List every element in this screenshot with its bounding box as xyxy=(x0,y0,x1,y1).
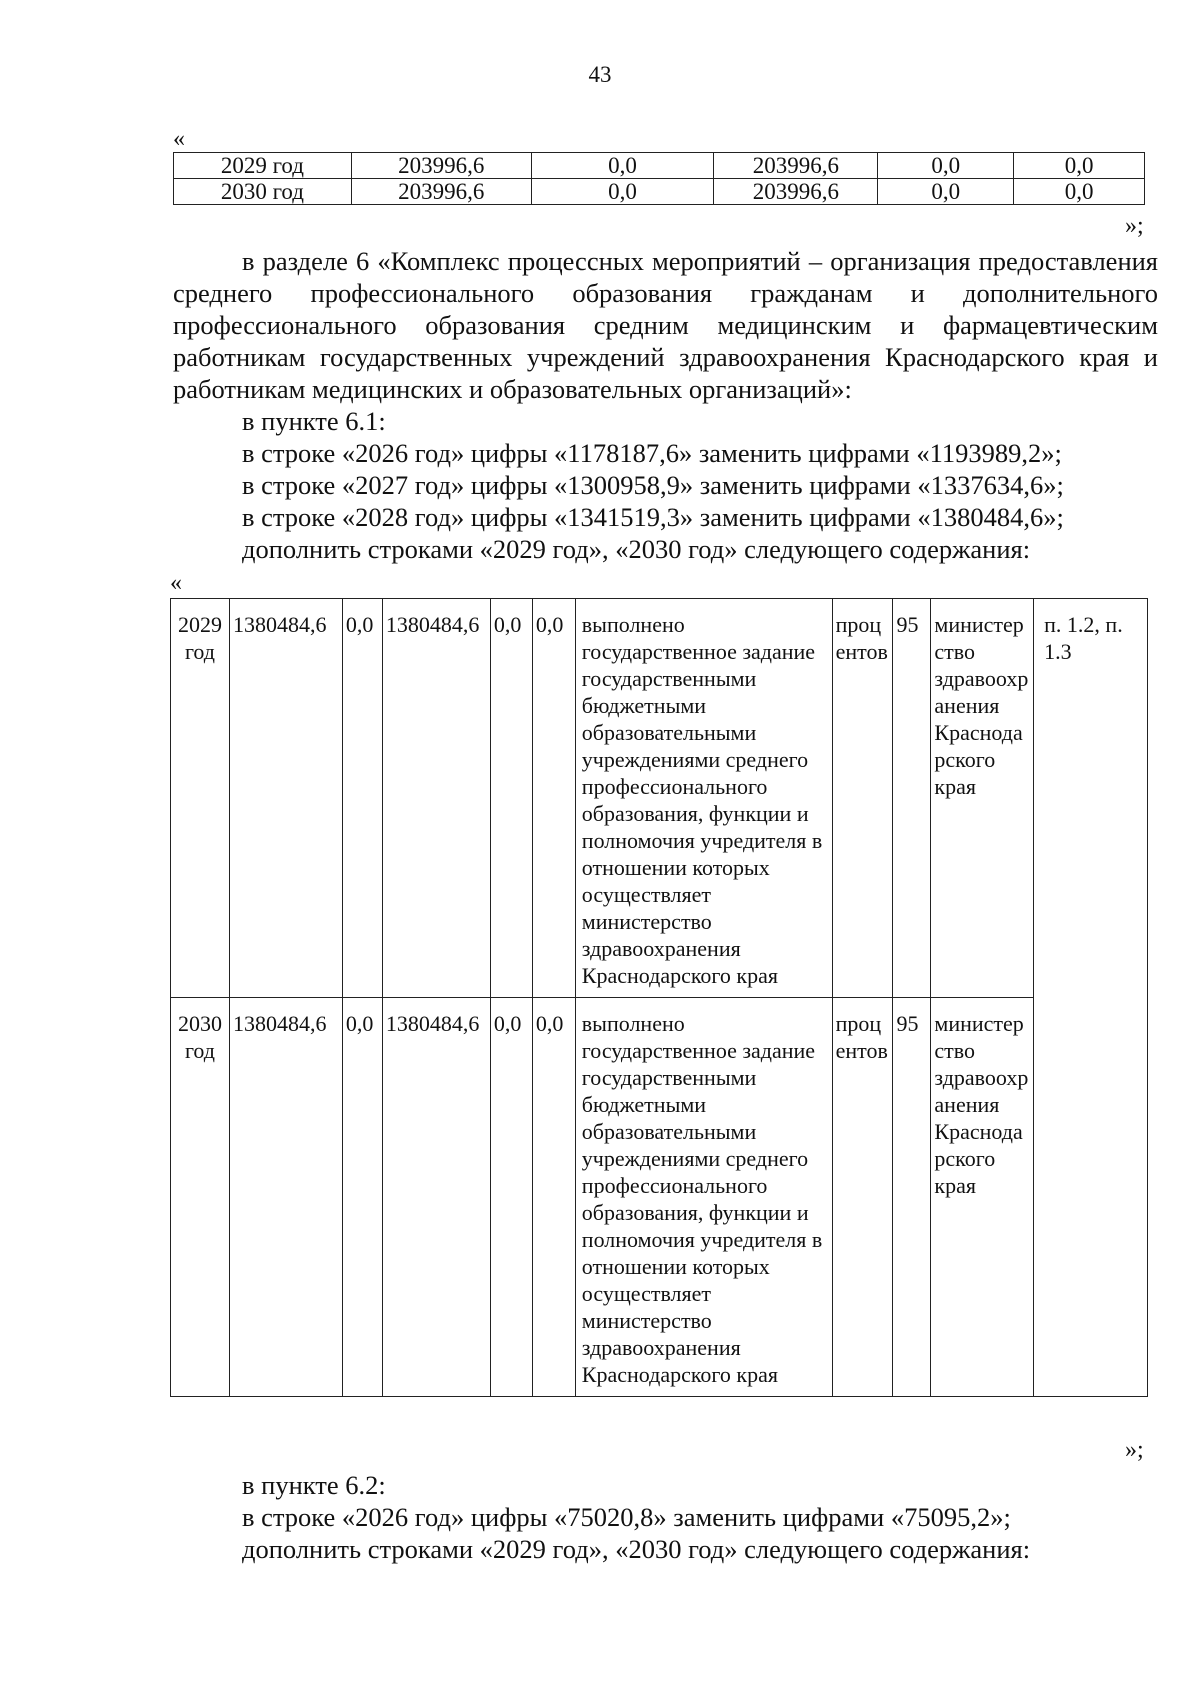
table-cell: 1380484,6 xyxy=(382,599,490,998)
table-row xyxy=(174,153,1145,179)
table-cell: 203996,6 xyxy=(714,153,878,179)
table-cell: 0,0 xyxy=(342,599,382,998)
table-cell: 203996,6 xyxy=(714,179,878,205)
result-cell: выполнено государственное задание государственными бюджетными образовательными учреждениями среднего профессионального образования, функции и полномочия учредителя в отношении которых осуществляет министерство здравоохранения Краснодарского края xyxy=(575,998,832,1397)
change-line: в строке «2027 год» цифры «1300958,9» заменить цифрами «1337634,6»; xyxy=(242,470,1064,500)
responsible-cell: министерство здравоохранения Краснодарского края xyxy=(931,599,1034,998)
table-cell: 203996,6 xyxy=(351,179,531,205)
table-cell: 0,0 xyxy=(531,179,714,205)
table-cell: 0,0 xyxy=(1014,179,1145,205)
section-6-text xyxy=(173,245,1158,565)
unit-cell: процентов xyxy=(832,599,893,998)
table-row xyxy=(171,599,1148,998)
quote-open-1: « xyxy=(173,126,185,152)
quote-close-1: »; xyxy=(1125,213,1144,239)
point-6-1-heading: в пункте 6.1: xyxy=(242,406,386,436)
year-cell: 2030 год xyxy=(171,998,230,1397)
link-cell: п. 1.2, п. 1.3 xyxy=(1034,599,1148,1397)
table-cell: 0,0 xyxy=(490,998,532,1397)
table-cell: 203996,6 xyxy=(351,153,531,179)
table-cell: 1380484,6 xyxy=(229,998,342,1397)
table-cell: 2030 год xyxy=(174,179,352,205)
table-cell: 0,0 xyxy=(1014,153,1145,179)
table-cell: 0,0 xyxy=(532,599,575,998)
change-line: дополнить строками «2029 год», «2030 год» следующего содержания: xyxy=(242,1534,1031,1564)
section-6-intro: в разделе 6 «Комплекс процессных мероприятий – организация предоставления среднего профессионального образования гражданам и дополнительного профессионального образования средним медицинским и фармацевтическим работникам государственных учреждений здравоохранения Краснодарского края и работникам медицинских и образовательных организаций»: xyxy=(173,246,1158,404)
change-line: дополнить строками «2029 год», «2030 год» следующего содержания: xyxy=(242,534,1031,564)
year-cell: 2029 год xyxy=(171,599,230,998)
change-line: в строке «2026 год» цифры «75020,8» заменить цифрами «75095,2»; xyxy=(242,1502,1011,1532)
quote-open-2: « xyxy=(170,570,182,596)
table-cell: 0,0 xyxy=(878,153,1014,179)
change-line: в строке «2028 год» цифры «1341519,3» заменить цифрами «1380484,6»; xyxy=(242,502,1064,532)
table-cell: 0,0 xyxy=(878,179,1014,205)
table-cell: 2029 год xyxy=(174,153,352,179)
value-cell: 95 xyxy=(893,998,931,1397)
value-cell: 95 xyxy=(893,599,931,998)
point-6-2-heading: в пункте 6.2: xyxy=(242,1470,386,1500)
table-cell: 1380484,6 xyxy=(229,599,342,998)
table-cell: 0,0 xyxy=(342,998,382,1397)
funding-table-1 xyxy=(173,152,1145,205)
table-cell: 1380484,6 xyxy=(382,998,490,1397)
table-row xyxy=(171,998,1148,1397)
table-cell: 0,0 xyxy=(532,998,575,1397)
table-cell: 0,0 xyxy=(531,153,714,179)
table-row xyxy=(174,179,1145,205)
result-cell: выполнено государственное задание государственными бюджетными образовательными учреждениями среднего профессионального образования, функции и полномочия учредителя в отношении которых осуществляет министерство здравоохранения Краснодарского края xyxy=(575,599,832,998)
process-table xyxy=(170,598,1148,1397)
quote-close-2: »; xyxy=(1125,1437,1144,1463)
point-6-2-text xyxy=(173,1469,1158,1565)
unit-cell: процентов xyxy=(832,998,893,1397)
page-number: 43 xyxy=(588,62,612,87)
change-line: в строке «2026 год» цифры «1178187,6» заменить цифрами «1193989,2»; xyxy=(242,438,1062,468)
responsible-cell: министерство здравоохранения Краснодарского края xyxy=(931,998,1034,1397)
table-cell: 0,0 xyxy=(490,599,532,998)
